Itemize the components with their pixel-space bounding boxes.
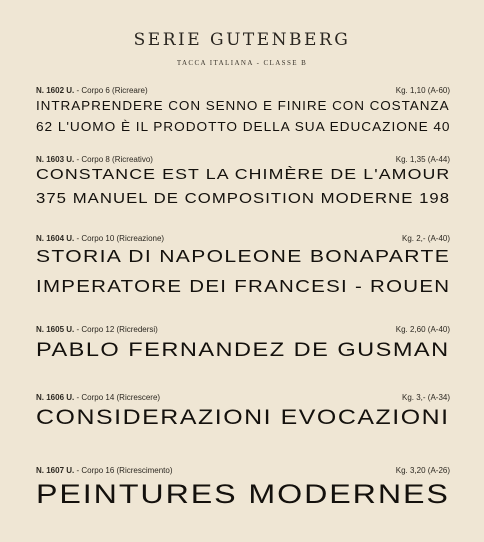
specimen-line-1604-a: STORIA DI NAPOLEONE BONAPARTE bbox=[36, 246, 451, 266]
specimen-meta-1604 bbox=[36, 234, 450, 243]
specimen-code: N. 1604 U. bbox=[36, 234, 75, 243]
specimen-line-1603-b: 375 MANUEL DE COMPOSITION MODERNE 198 bbox=[36, 191, 451, 207]
specimen-code: N. 1603 U. bbox=[36, 155, 75, 164]
specimen-price: Kg. 3,- (A-34) bbox=[401, 393, 450, 402]
specimen-meta-1602 bbox=[36, 86, 450, 95]
specimen-line-1607: PEINTURES MODERNES bbox=[36, 479, 450, 509]
specimen-body-size: - Corpo 6 (Ricreare) bbox=[76, 86, 148, 95]
specimen-line-1606: CONSIDERAZIONI EVOCAZIONI bbox=[36, 406, 450, 429]
page-title: SERIE GUTENBERG bbox=[133, 30, 351, 50]
specimen-price: Kg. 2,- (A-40) bbox=[401, 234, 450, 243]
specimen-code: N. 1607 U. bbox=[36, 466, 75, 475]
specimen-meta-1603 bbox=[36, 155, 450, 164]
specimen-line-1604-b: IMPERATORE DEI FRANCESI - ROUEN bbox=[36, 276, 451, 296]
specimen-body-size: - Corpo 10 (Ricreazione) bbox=[76, 234, 165, 243]
specimen-price: Kg. 3,20 (A-26) bbox=[395, 466, 450, 475]
page-subtitle: TACCA ITALIANA - CLASSE B bbox=[176, 59, 308, 67]
specimen-line-1605: PABLO FERNANDEZ DE GUSMAN bbox=[36, 340, 450, 361]
specimen-body-size: - Corpo 14 (Ricrescere) bbox=[76, 393, 161, 402]
specimen-price: Kg. 1,10 (A-60) bbox=[395, 86, 450, 95]
specimen-code: N. 1605 U. bbox=[36, 325, 75, 334]
specimen-line-1602-a: INTRAPRENDERE CON SENNO E FINIRE CON COSTANZA bbox=[36, 98, 450, 113]
specimen-meta-1606 bbox=[36, 393, 450, 402]
specimen-meta-1607 bbox=[36, 466, 450, 475]
specimen-body-size: - Corpo 8 (Ricreativo) bbox=[76, 155, 153, 164]
specimen-body-size: - Corpo 12 (Ricredersi) bbox=[76, 325, 158, 334]
specimen-line-1602-b: 62 L'UOMO È IL PRODOTTO DELLA SUA EDUCAZIONE 40 bbox=[36, 119, 451, 134]
specimen-price: Kg. 2,60 (A-40) bbox=[395, 325, 450, 334]
specimen-price: Kg. 1,35 (A-44) bbox=[395, 155, 450, 164]
specimen-code: N. 1602 U. bbox=[36, 86, 75, 95]
specimen-meta-1605 bbox=[36, 325, 450, 334]
specimen-line-1603-a: CONSTANCE EST LA CHIMÈRE DE L'AMOUR bbox=[36, 167, 451, 183]
specimen-code: N. 1606 U. bbox=[36, 393, 75, 402]
specimen-body-size: - Corpo 16 (Ricrescimento) bbox=[76, 466, 173, 475]
